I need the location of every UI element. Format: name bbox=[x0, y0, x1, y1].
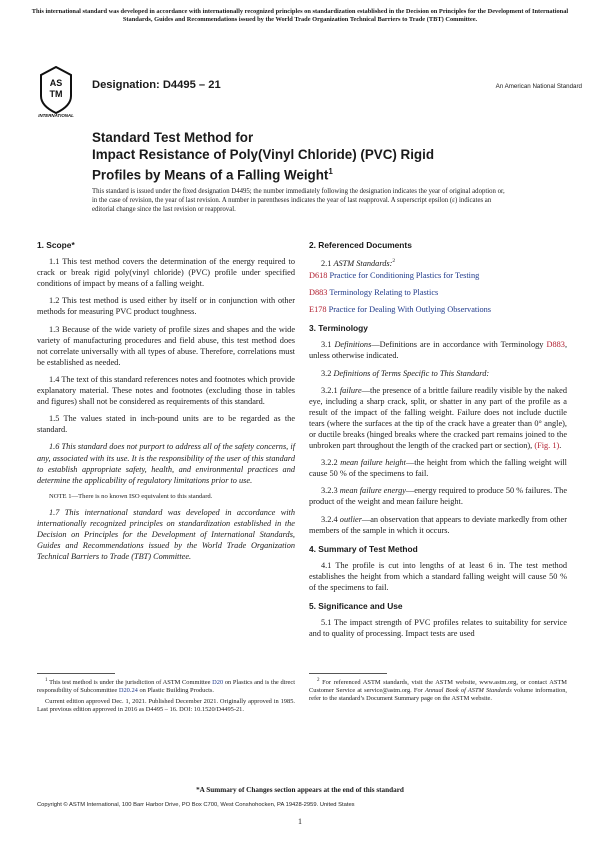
para-1-3: 1.3 Because of the wide variety of profile sizes and shapes and the wide variety of manufacturing procedures and field abuse, this test method does not correlate universally with all types of abuse. Therefore, correlations must be established as needed. bbox=[37, 324, 295, 367]
footnote-1-c: on Plastic Building Products. bbox=[139, 687, 215, 695]
right-column bbox=[309, 240, 567, 645]
para-3-2 bbox=[309, 368, 567, 379]
footnote-2-a: For referenced ASTM standards, visit the ASTM website, www.astm.org, or contact ASTM Customer Service at service@astm.org. For bbox=[309, 679, 567, 695]
para-3-2-3-text: —energy required to produce 50 % failures. The product of the weight and mean failure height. bbox=[309, 486, 567, 507]
footnote-2 bbox=[309, 677, 567, 706]
footnote-1-mark: 1 bbox=[45, 678, 48, 683]
para-3-2-4-num: 3.2.4 bbox=[321, 514, 338, 524]
section-2-heading: 2. Referenced Documents bbox=[309, 240, 412, 250]
reference-code[interactable]: D618 bbox=[309, 270, 328, 280]
reference-item[interactable] bbox=[309, 270, 567, 281]
term-mean-failure-energy: mean failure energy bbox=[339, 486, 406, 496]
reference-code[interactable]: E178 bbox=[309, 305, 327, 315]
left-column bbox=[37, 240, 295, 568]
para-3-2-1-text: —the presence of a brittle failure readily visible by the naked eye, including a sharp crack, split, or shatter in any part of the profile as a result of the impact of the falling weight. Failure does not include ductile tears (where the surfaces at the tip of the crack have a greater than 0° angle), or ductile breaks (hinged breaks where the cracked part remains joined to the unbroken part throughout the length of the cracked part or section), bbox=[309, 385, 568, 451]
para-3-1-text: —Definitions are in accordance with Terminology bbox=[371, 340, 544, 350]
footnote-2-text bbox=[309, 677, 567, 703]
fig-1-link[interactable]: (Fig. 1) bbox=[534, 441, 560, 451]
para-3-2-4-text: —an observation that appears to deviate markedly from other members of the sample in which it occurs. bbox=[309, 514, 568, 535]
para-4-1: 4.1 The profile is cut into lengths of at least 6 in. The test method establishes the height from which a standard falling weight will cause 50 % of the specimens to fail. bbox=[309, 560, 567, 593]
title-line-2: Impact Resistance of Poly(Vinyl Chloride) (PVC) Rigid bbox=[92, 147, 435, 162]
para-3-2-3-num: 3.2.3 bbox=[321, 486, 338, 496]
svg-text:AS: AS bbox=[49, 78, 63, 88]
designation: Designation: D4495 – 21 bbox=[92, 79, 221, 91]
section-5-heading: 5. Significance and Use bbox=[309, 601, 403, 612]
term-failure: failure bbox=[339, 385, 362, 395]
term-outlier: outlier bbox=[339, 514, 362, 524]
para-2-1-label: ASTM Standards: bbox=[333, 258, 393, 268]
reference-item[interactable] bbox=[309, 304, 567, 315]
para-3-1-term: Definitions bbox=[334, 340, 372, 350]
title-line-1: Standard Test Method for bbox=[92, 130, 254, 145]
para-3-2-2-num: 3.2.2 bbox=[321, 458, 338, 468]
footnote-2-sup: 2 bbox=[317, 678, 320, 683]
para-3-2-term: Definitions of Terms Specific to This Standard: bbox=[333, 368, 490, 378]
para-2-1 bbox=[321, 256, 567, 269]
d20-link[interactable]: D20 bbox=[212, 679, 224, 687]
footnote-1-text bbox=[37, 677, 295, 695]
d20-24-link[interactable]: D20.24 bbox=[118, 687, 138, 695]
para-3-2-1 bbox=[309, 385, 567, 452]
footnote-2-italic: Annual Book of ASTM Standards bbox=[424, 687, 512, 695]
footnote-2-b: volume information, refer to the standard’s Document Summary page on the ASTM website. bbox=[309, 687, 567, 703]
para-3-1-tail: , unless otherwise indicated. bbox=[309, 340, 568, 361]
svg-text:TM: TM bbox=[49, 89, 63, 99]
footnote-1 bbox=[37, 677, 295, 717]
para-3-1-num: 3.1 bbox=[321, 340, 332, 350]
d883-link[interactable]: D883 bbox=[546, 340, 565, 350]
astm-logo-icon bbox=[38, 66, 74, 118]
reference-title[interactable]: Practice for Conditioning Plastics for Testing bbox=[329, 270, 480, 280]
section-3-heading: 3. Terminology bbox=[309, 323, 368, 334]
para-3-2-2-text: —the height from which the falling weight will cause 50 % of the specimens to fail. bbox=[309, 458, 567, 479]
footnote-2-mark: 2 bbox=[392, 258, 396, 265]
para-2-1-num: 2.1 bbox=[321, 258, 332, 268]
reference-title[interactable]: Terminology Relating to Plastics bbox=[329, 288, 439, 298]
para-3-2-1-end: . bbox=[559, 441, 562, 451]
footnote-rule-left bbox=[37, 673, 115, 674]
footnote-rule-right bbox=[309, 673, 387, 674]
section-4-heading: 4. Summary of Test Method bbox=[309, 543, 418, 554]
para-1-5: 1.5 The values stated in inch-pound units are to be regarded as the standard. bbox=[37, 414, 295, 435]
issue-statement: This standard is issued under the fixed designation D4495; the number immediately following the designation indicates the year of original adoption or, in the case of revision, the year of last revision. A number in parentheses indicates the year of last reapproval. A superscript epsilon (ε) indicates an editorial change since the last revision or reapproval. bbox=[92, 188, 505, 213]
para-1-4: 1.4 The text of this standard references notes and footnotes which provide explanatory material. These notes and footnotes (excluding those in tables and figures) shall not be considered as requirements of this standard. bbox=[37, 374, 295, 407]
note-1: NOTE 1—There is no known ISO equivalent to this standard. bbox=[49, 492, 213, 500]
para-1-6: 1.6 This standard does not purport to address all of the safety concerns, if any, associated with its use. It is the responsibility of the user of this standard to establish appropriate safety, health, and environmental practices and determine the applicability of regulatory limitations prior to use. bbox=[37, 442, 295, 485]
para-1-1: 1.1 This test method covers the determination of the energy required to crack or break rigid poly(vinyl chloride) (PVC) profile under specified conditions of impact by means of a falling weight. bbox=[37, 257, 295, 289]
footnote-1-a: This test method is under the jurisdiction of ASTM Committee bbox=[49, 679, 211, 687]
para-3-1 bbox=[309, 339, 567, 361]
title-footnote-mark: 1 bbox=[328, 167, 333, 176]
page-number: 1 bbox=[298, 817, 302, 826]
term-mean-failure-height: mean failure height bbox=[340, 458, 406, 468]
para-1-2: 1.2 This test method is used either by itself or in conjunction with other methods for measuring PVC product toughness. bbox=[37, 296, 295, 317]
copyright: Copyright © ASTM International, 100 Barr Harbor Drive, PO Box C700, West Conshohocken, PA 19428-2959. United States bbox=[37, 802, 355, 808]
section-1-heading: 1. Scope* bbox=[37, 240, 75, 250]
summary-of-changes-note: *A Summary of Changes section appears at the end of this standard bbox=[196, 786, 404, 794]
para-3-2-num: 3.2 bbox=[321, 368, 332, 378]
tbt-notice: This international standard was developed in accordance with internationally recognized principles on standardization established in the Decision on Principles for the Development of International Standards, Guides and Recommendations issued by the World Trade Organization Technical Barriers to Trade (TBT) Committee. bbox=[31, 8, 569, 23]
reference-item[interactable] bbox=[309, 287, 567, 298]
para-3-2-3 bbox=[309, 485, 567, 507]
american-national-standard-label: An American National Standard bbox=[495, 83, 582, 90]
reference-code[interactable]: D883 bbox=[309, 288, 328, 298]
para-3-2-2 bbox=[309, 457, 567, 479]
document-title bbox=[92, 129, 522, 183]
reference-title[interactable]: Practice for Dealing With Outlying Observations bbox=[328, 305, 492, 315]
footnote-1-edition: Current edition approved Dec. 1, 2021. Published December 2021. Originally approved in 1985. Last previous edition approved in 2016 as D4495 – 16. DOI: 10.1520/D4495-21. bbox=[37, 698, 295, 714]
para-5-1: 5.1 The impact strength of PVC profiles relates to suitability for service and to quality of processing. Impact tests are used bbox=[309, 618, 567, 639]
footnote-1-b: on Plastics and is the direct responsibility of Subcommittee bbox=[37, 679, 295, 695]
title-line-3: Profiles by Means of a Falling Weight bbox=[92, 167, 329, 183]
para-1-7: 1.7 This international standard was developed in accordance with internationally recognized principles on standardization established in the Decision on Principles for the Development of International Standards, Guides and Recommendations issued by the World Trade Organization Technical Barriers to Trade (TBT) Committee. bbox=[37, 507, 295, 562]
para-3-2-4 bbox=[309, 514, 567, 536]
para-3-2-1-num: 3.2.1 bbox=[321, 385, 338, 395]
logo-wordmark: INTERNATIONAL bbox=[38, 113, 74, 118]
